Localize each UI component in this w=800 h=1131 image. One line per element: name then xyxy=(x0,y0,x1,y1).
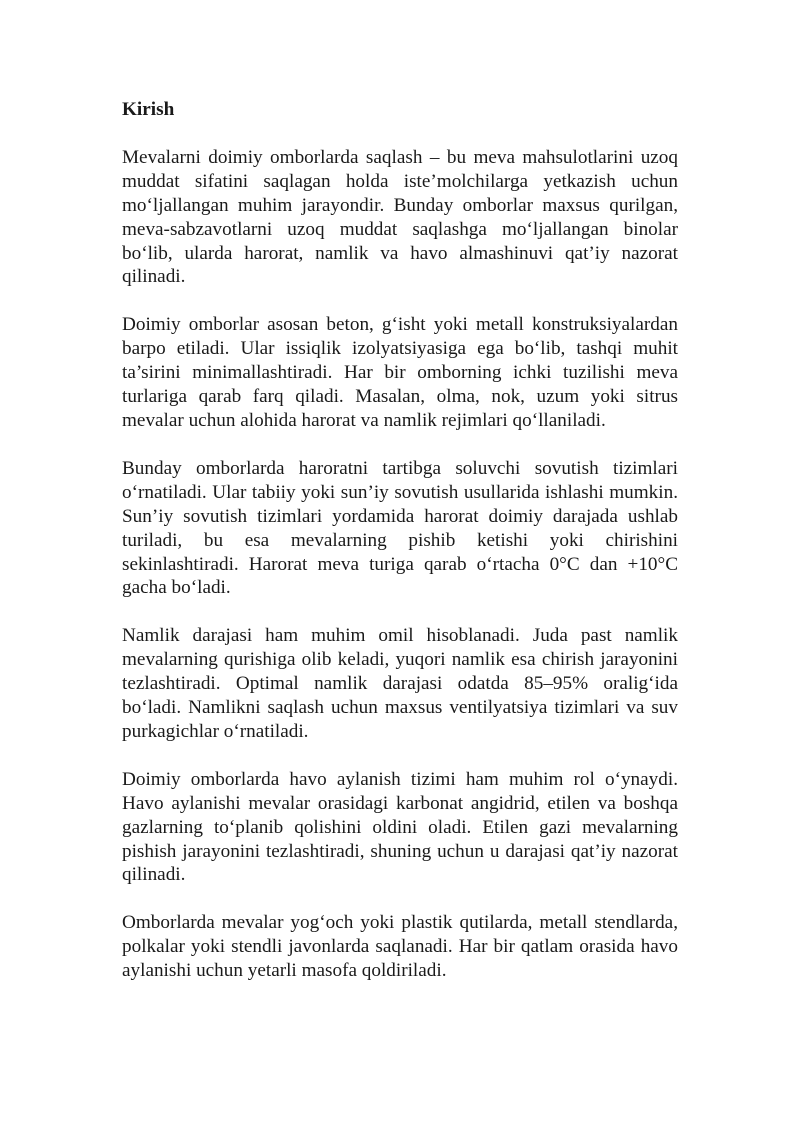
paragraph-5: Doimiy omborlarda havo aylanish tizimi ham muhim rol oʻynaydi. Havo aylanishi mevalar orasidagi karbonat angidrid, etilen va boshqa gazlarning toʻplanib qolishini oldini oladi. Etilen gazi mevalarning pishish jarayonini tezlashtiradi, shuning uchun u darajasi qat’iy nazorat qilinadi. xyxy=(122,768,678,886)
paragraph-2: Doimiy omborlar asosan beton, gʻisht yoki metall konstruksiyalardan barpo etiladi. Ular issiqlik izolyatsiyasiga ega boʻlib, tashqi muhit ta’sirini minimallashtiradi. Har bir omborning ichki tuzilishi meva turlariga qarab farq qiladi. Masalan, olma, nok, uzum yoki sitrus mevalar uchun alohida harorat va namlik rejimlari qoʻllaniladi. xyxy=(122,314,678,431)
paragraph-1: Mevalarni doimiy omborlarda saqlash – bu meva mahsulotlarini uzoq muddat sifatini saqlagan holda iste’molchilarga yetkazish uchun moʻljallangan muhim jarayondir. Bunday omborlar maxsus qurilgan, meva-sabzavotlarni uzoq muddat saqlashga moʻljallangan binolar boʻlib, ularda harorat, namlik va havo almashinuvi qat’iy nazorat qilinadi. xyxy=(122,146,678,288)
paragraph-4: Namlik darajasi ham muhim omil hisoblanadi. Juda past namlik mevalarning qurishiga olib keladi, yuqori namlik esa chirish jarayonini tezlashtiradi. Optimal namlik darajasi odatda 85–95% oraligʻida boʻladi. Namlikni saqlash uchun maxsus ventilyatsiya tizimlari va suv purkagichlar oʻrnatiladi. xyxy=(122,625,678,742)
document-page xyxy=(122,98,678,983)
paragraph-3: Bunday omborlarda haroratni tartibga soluvchi sovutish tizimlari oʻrnatiladi. Ular tabiiy yoki sun’iy sovutish usullarida ishlashi mumkin. Sun’iy sovutish tizimlari yordamida harorat doimiy darajada ushlab turiladi, bu esa mevalarning pishib ketishi yoki chirishini sekinlashtiradi. Harorat meva turiga qarab oʻrtacha 0°C dan +10°C gacha boʻladi. xyxy=(122,457,678,599)
section-heading: Kirish xyxy=(122,99,175,120)
paragraph-6: Omborlarda mevalar yogʻoch yoki plastik qutilarda, metall stendlarda, polkalar yoki stendli javonlarda saqlanadi. Har bir qatlam orasida havo aylanishi uchun yetarli masofa qoldiriladi. xyxy=(122,912,678,982)
